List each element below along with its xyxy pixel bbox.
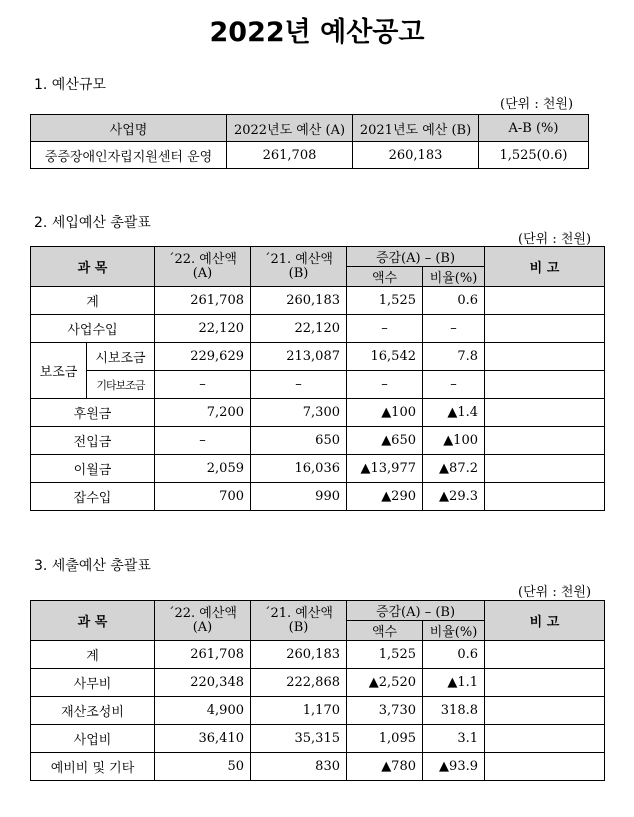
cell-ratio: 0.6 <box>423 641 485 669</box>
amount-header: 액수 <box>347 621 423 641</box>
row-name: 예비비 및 기타 <box>31 753 155 781</box>
cell-amount: 16,542 <box>347 343 423 371</box>
cell-b: 16,036 <box>251 455 347 483</box>
ratio-header: 비율(%) <box>423 621 485 641</box>
y22-header <box>155 247 251 287</box>
revenue-summary-table <box>30 246 605 511</box>
table-row <box>31 753 605 781</box>
cell-note <box>485 287 605 315</box>
cell-b: 260,183 <box>251 641 347 669</box>
cell-note <box>485 725 605 753</box>
row-name: 사업수입 <box>31 315 155 343</box>
subject-header: 과 목 <box>31 247 155 287</box>
table-row <box>31 427 605 455</box>
cell-ratio: ▲87.2 <box>423 455 485 483</box>
cell-amount: – <box>347 371 423 399</box>
diff-header: 증감(A) – (B) <box>347 601 485 621</box>
diff-header: 증감(A) – (B) <box>347 247 485 267</box>
y21-header-label: ´21. 예산액 <box>264 605 333 621</box>
cell-ratio: – <box>423 315 485 343</box>
section1-heading: 1. 예산규모 <box>34 77 106 93</box>
cell-ratio: ▲100 <box>423 427 485 455</box>
table-row <box>31 287 605 315</box>
amount-header: 액수 <box>347 267 423 287</box>
cell-ratio: 318.8 <box>423 697 485 725</box>
col-header: A-B (%) <box>479 115 589 142</box>
table-row <box>31 725 605 753</box>
cell-amount: – <box>347 315 423 343</box>
cell-b: 830 <box>251 753 347 781</box>
row-name: 잡수입 <box>31 483 155 511</box>
budget-size-table <box>30 114 589 169</box>
y22-header <box>155 601 251 641</box>
row-name: 사업비 <box>31 725 155 753</box>
y21-header-label: ´21. 예산액 <box>264 251 333 267</box>
cell-a: – <box>155 427 251 455</box>
col-header: 2022년도 예산 (A) <box>227 115 353 142</box>
cell-ratio: ▲29.3 <box>423 483 485 511</box>
subject-header: 과 목 <box>31 601 155 641</box>
cell-b: 222,868 <box>251 669 347 697</box>
cell-a: 229,629 <box>155 343 251 371</box>
cell-b: 650 <box>251 427 347 455</box>
table-cell: 중증장애인자립지원센터 운영 <box>31 142 227 169</box>
y21-header <box>251 601 347 641</box>
table-cell: 1,525(0.6) <box>479 142 589 169</box>
table-header-row <box>31 115 589 142</box>
cell-amount: 3,730 <box>347 697 423 725</box>
ratio-header: 비율(%) <box>423 267 485 287</box>
cell-a: 261,708 <box>155 287 251 315</box>
cell-b: 35,315 <box>251 725 347 753</box>
table-row <box>31 483 605 511</box>
cell-a: 2,059 <box>155 455 251 483</box>
y21-header-sub: (B) <box>288 265 309 281</box>
cell-amount: ▲100 <box>347 399 423 427</box>
table-cell: 260,183 <box>353 142 479 169</box>
cell-b: – <box>251 371 347 399</box>
cell-note <box>485 399 605 427</box>
cell-note <box>485 315 605 343</box>
cell-note <box>485 427 605 455</box>
row-name: 재산조성비 <box>31 697 155 725</box>
y22-header-sub: (A) <box>192 265 213 281</box>
y21-header-sub: (B) <box>288 619 309 635</box>
table-row <box>31 669 605 697</box>
cell-a: 22,120 <box>155 315 251 343</box>
cell-ratio: – <box>423 371 485 399</box>
cell-amount: ▲13,977 <box>347 455 423 483</box>
cell-ratio: 3.1 <box>423 725 485 753</box>
table-row <box>31 455 605 483</box>
cell-a: 36,410 <box>155 725 251 753</box>
row-name: 기타보조금 <box>87 371 155 399</box>
cell-amount: 1,525 <box>347 287 423 315</box>
table-header-row <box>31 247 605 267</box>
row-name: 계 <box>31 641 155 669</box>
cell-a: 700 <box>155 483 251 511</box>
row-name: 전입금 <box>31 427 155 455</box>
note-header: 비 고 <box>485 247 605 287</box>
table-row <box>31 371 605 399</box>
row-name: 사무비 <box>31 669 155 697</box>
cell-ratio: ▲93.9 <box>423 753 485 781</box>
cell-b: 260,183 <box>251 287 347 315</box>
expenditure-summary-table <box>30 600 605 781</box>
cell-note <box>485 669 605 697</box>
cell-note <box>485 641 605 669</box>
cell-b: 22,120 <box>251 315 347 343</box>
table-header-row <box>31 601 605 621</box>
cell-a: – <box>155 371 251 399</box>
cell-note <box>485 371 605 399</box>
cell-a: 261,708 <box>155 641 251 669</box>
cell-amount: 1,525 <box>347 641 423 669</box>
section3-heading: 3. 세출예산 총괄표 <box>34 558 151 574</box>
section1-unit: (단위 : 천원) <box>500 97 574 112</box>
row-name: 시보조금 <box>87 343 155 371</box>
y22-header-sub: (A) <box>192 619 213 635</box>
row-name: 후원금 <box>31 399 155 427</box>
y21-header <box>251 247 347 287</box>
cell-amount: ▲290 <box>347 483 423 511</box>
table-row <box>31 641 605 669</box>
cell-note <box>485 483 605 511</box>
group-label: 보조금 <box>31 343 87 399</box>
section2-unit: (단위 : 천원) <box>518 232 592 247</box>
col-header: 2021년도 예산 (B) <box>353 115 479 142</box>
cell-b: 990 <box>251 483 347 511</box>
cell-amount: 1,095 <box>347 725 423 753</box>
table-row <box>31 142 589 169</box>
cell-a: 220,348 <box>155 669 251 697</box>
cell-b: 7,300 <box>251 399 347 427</box>
cell-amount: ▲780 <box>347 753 423 781</box>
cell-ratio: 7.8 <box>423 343 485 371</box>
cell-ratio: ▲1.1 <box>423 669 485 697</box>
note-header: 비 고 <box>485 601 605 641</box>
col-header: 사업명 <box>31 115 227 142</box>
cell-a: 7,200 <box>155 399 251 427</box>
table-row <box>31 343 605 371</box>
cell-note <box>485 753 605 781</box>
cell-amount: ▲2,520 <box>347 669 423 697</box>
cell-ratio: 0.6 <box>423 287 485 315</box>
row-name: 이월금 <box>31 455 155 483</box>
cell-a: 4,900 <box>155 697 251 725</box>
cell-note <box>485 343 605 371</box>
table-row <box>31 697 605 725</box>
cell-amount: ▲650 <box>347 427 423 455</box>
cell-b: 213,087 <box>251 343 347 371</box>
cell-ratio: ▲1.4 <box>423 399 485 427</box>
section2-heading: 2. 세입예산 총괄표 <box>34 215 151 231</box>
table-row <box>31 399 605 427</box>
y22-header-label: ´22. 예산액 <box>168 605 237 621</box>
cell-a: 50 <box>155 753 251 781</box>
cell-b: 1,170 <box>251 697 347 725</box>
row-name: 계 <box>31 287 155 315</box>
table-cell: 261,708 <box>227 142 353 169</box>
y22-header-label: ´22. 예산액 <box>168 251 237 267</box>
table-row <box>31 315 605 343</box>
cell-note <box>485 455 605 483</box>
section3-unit: (단위 : 천원) <box>518 585 592 600</box>
page-title: 2022년 예산공고 <box>209 17 425 48</box>
cell-note <box>485 697 605 725</box>
